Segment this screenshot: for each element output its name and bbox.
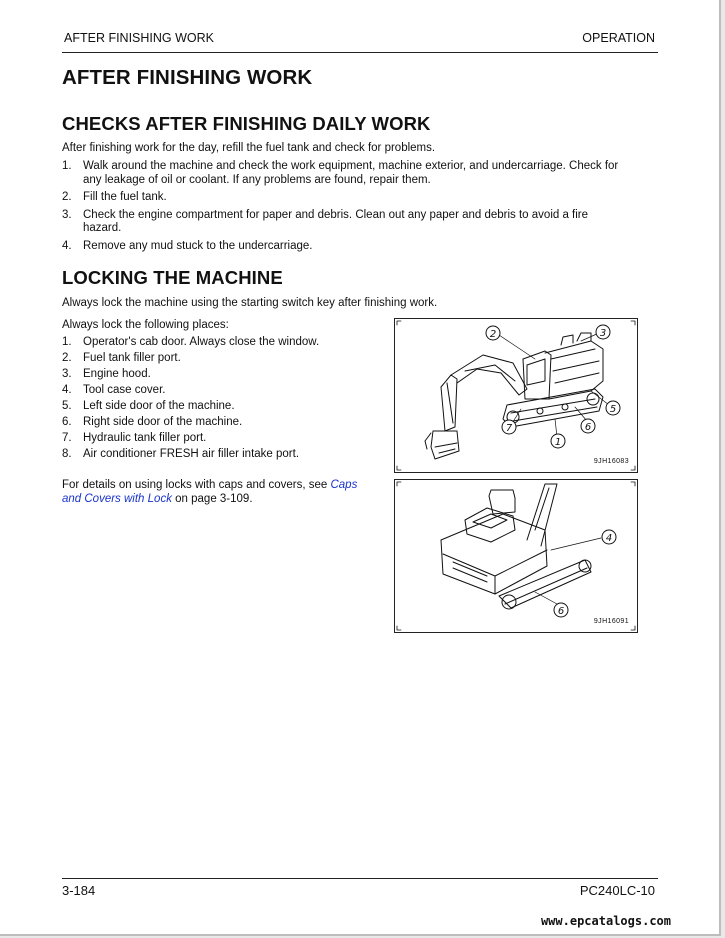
figure-excavator-side	[394, 318, 638, 473]
page-number: 3-184	[62, 883, 96, 898]
callout-label: 2	[489, 329, 497, 340]
page-title: AFTER FINISHING WORK	[62, 66, 313, 89]
lock-places-list	[62, 336, 382, 462]
checks-intro: After finishing work for the day, refill the fuel tank and check for problems.	[62, 142, 436, 154]
excavator-rear-illustration	[395, 480, 637, 632]
list-item: 5. Left side door of the machine.	[62, 400, 235, 412]
figure-code: 9JH16091	[593, 618, 629, 625]
footer-rule	[62, 878, 658, 879]
header-chapter-title: OPERATION	[582, 31, 655, 45]
list-item: 6. Right side door of the machine.	[62, 416, 243, 428]
header-rule	[62, 52, 658, 53]
header-section-title: AFTER FINISHING WORK	[64, 31, 214, 45]
section-heading-checks: CHECKS AFTER FINISHING DAILY WORK	[62, 113, 431, 134]
callout-label: 5	[609, 404, 617, 415]
callout-label: 4	[605, 533, 613, 544]
list-item: 1. Walk around the machine and check the work equipment, machine exterior, and undercarriage. Check for any leakage of oil or coolant. If any problems are found, repair them.	[62, 160, 619, 186]
watermark: www.epcatalogs.com	[540, 914, 671, 928]
list-item: 4. Remove any mud stuck to the undercarriage.	[62, 239, 313, 252]
callout-label: 6	[557, 606, 565, 617]
list-item: 8. Air conditioner FRESH air filler intake port.	[62, 448, 300, 460]
list-item: 2. Fill the fuel tank.	[62, 191, 167, 203]
caps-covers-link-continued[interactable]: and Covers with Lock	[62, 493, 172, 505]
locking-intro: Always lock the machine using the starting switch key after finishing work.	[62, 297, 438, 309]
section-heading-locking: LOCKING THE MACHINE	[62, 267, 283, 288]
list-item: 3. Check the engine compartment for paper and debris. Clean out any paper and debris to avoid a fire hazard.	[62, 208, 589, 234]
figure-code: 9JH16083	[593, 458, 629, 465]
excavator-side-illustration	[395, 319, 637, 472]
callout-label: 6	[584, 422, 592, 433]
caps-covers-link[interactable]: Caps	[330, 479, 358, 491]
callout-label: 1	[554, 437, 562, 448]
list-item: 4. Tool case cover.	[62, 384, 166, 396]
list-item: 1. Operator's cab door. Always close the window.	[62, 336, 320, 348]
list-item: 7. Hydraulic tank filler port.	[62, 432, 207, 444]
callout-label: 3	[599, 328, 607, 339]
checks-list	[62, 160, 662, 253]
lock-places-intro: Always lock the following places:	[62, 319, 229, 331]
lock-details-note: For details on using locks with caps and covers, see Caps and Covers with Lock on page 3-109.	[62, 479, 358, 505]
callout-label: 7	[505, 423, 513, 434]
list-item: 2. Fuel tank filler port.	[62, 352, 181, 364]
figure-excavator-rear	[394, 479, 638, 633]
list-item: 3. Engine hood.	[62, 368, 151, 380]
model-number: PC240LC-10	[579, 883, 655, 898]
